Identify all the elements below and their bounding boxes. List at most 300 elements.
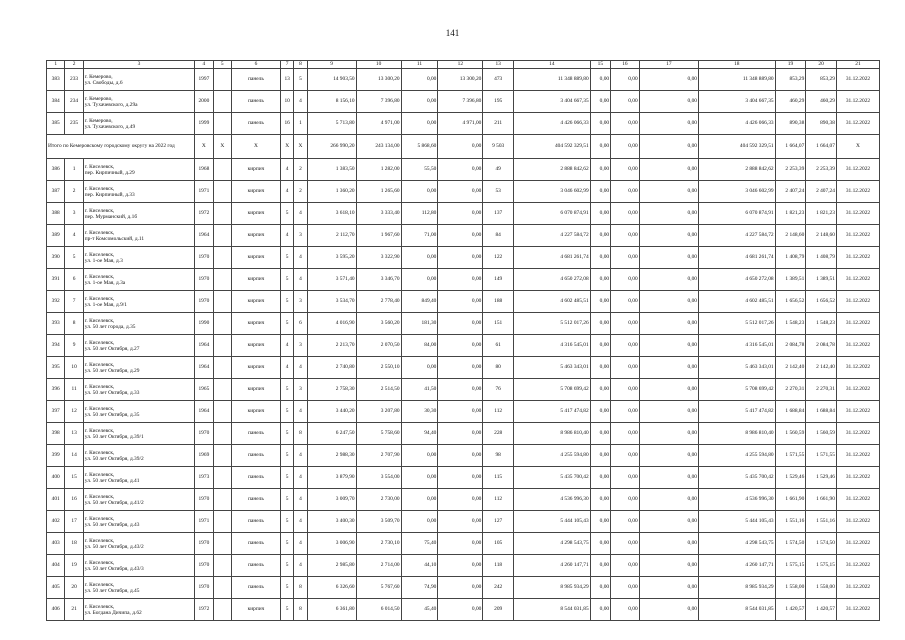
table-row xyxy=(47,401,880,423)
cell-k: 12 xyxy=(65,401,83,423)
cell-c20: 2 253,39 xyxy=(806,159,837,181)
cell-mat: кирпич xyxy=(231,225,280,247)
total-cell-c13: 9 503 xyxy=(483,135,514,159)
cell-c12: 4 971,00 xyxy=(438,113,483,135)
table-row xyxy=(47,577,880,599)
cell-year: 1972 xyxy=(195,203,213,225)
cell-c16: 0,00 xyxy=(611,467,640,489)
cell-c19: 1 571,55 xyxy=(775,445,806,467)
cell-c5 xyxy=(213,533,231,555)
column-number-4: 4 xyxy=(195,61,213,69)
cell-c10: 2 730,00 xyxy=(356,489,401,511)
cell-mat: кирпич xyxy=(231,379,280,401)
cell-c17: 0,00 xyxy=(639,225,698,247)
cell-c17: 0,00 xyxy=(639,313,698,335)
cell-n: 393 xyxy=(47,313,65,335)
cell-mat: панель xyxy=(231,555,280,577)
cell-c15: 0,00 xyxy=(590,533,610,555)
total-cell-c7: X xyxy=(281,135,294,159)
cell-c18: 4 681 261,74 xyxy=(698,247,775,269)
cell-c12: 0,00 xyxy=(438,511,483,533)
cell-c12: 0,00 xyxy=(438,423,483,445)
cell-fl: 5 xyxy=(281,291,294,313)
table-row xyxy=(47,269,880,291)
cell-c13: 149 xyxy=(483,269,514,291)
cell-area: 3 440,20 xyxy=(307,401,356,423)
cell-c20: 2 142,40 xyxy=(806,357,837,379)
cell-n: 383 xyxy=(47,69,65,91)
cell-year: 1973 xyxy=(195,467,213,489)
cell-year: 1972 xyxy=(195,599,213,621)
column-number-9: 9 xyxy=(307,61,356,69)
cell-c5 xyxy=(213,357,231,379)
total-cell-c12: 0,00 xyxy=(438,135,483,159)
cell-c20: 2 270,31 xyxy=(806,379,837,401)
total-cell-c10: 243 134,00 xyxy=(356,135,401,159)
cell-c16: 0,00 xyxy=(611,269,640,291)
cell-mat: панель xyxy=(231,91,280,113)
cell-date: 31.12.2022 xyxy=(836,313,879,335)
column-number-3: 3 xyxy=(83,61,194,69)
total-cell-area: 266 990,20 xyxy=(307,135,356,159)
column-number-header xyxy=(47,61,880,69)
cell-c12: 0,00 xyxy=(438,181,483,203)
cell-fl: 16 xyxy=(281,113,294,135)
cell-c18: 8 985 934,29 xyxy=(698,577,775,599)
cell-c11: 181,30 xyxy=(401,313,438,335)
cell-c13: 195 xyxy=(483,91,514,113)
table-row xyxy=(47,511,880,533)
cell-area: 2 985,80 xyxy=(307,555,356,577)
cell-c16: 0,00 xyxy=(611,69,640,91)
cell-c10: 4 971,00 xyxy=(356,113,401,135)
cell-year: 1970 xyxy=(195,291,213,313)
cell-c12: 13 300,20 xyxy=(438,69,483,91)
cell-k: 1 xyxy=(65,159,83,181)
cell-c13: 188 xyxy=(483,291,514,313)
cell-ent: 4 xyxy=(294,401,307,423)
cell-c10: 3 207,80 xyxy=(356,401,401,423)
cell-c5 xyxy=(213,511,231,533)
cell-c18: 6 070 874,91 xyxy=(698,203,775,225)
address-line: ул. Тухачевского, д.49 xyxy=(84,123,136,130)
total-cell-cost: 404 592 329,51 xyxy=(514,135,591,159)
cell-c17: 0,00 xyxy=(639,423,698,445)
cell-year: 1970 xyxy=(195,555,213,577)
address-line: ул. 50 лет Октября, д.29 xyxy=(84,367,140,374)
address-line: г. Киселевск, xyxy=(84,361,115,368)
cell-mat: панель xyxy=(231,113,280,135)
cell-k: 20 xyxy=(65,577,83,599)
cell-area: 3 879,90 xyxy=(307,467,356,489)
cell-c12: 0,00 xyxy=(438,533,483,555)
cell-c10: 7 396,80 xyxy=(356,91,401,113)
address-cell xyxy=(83,599,194,621)
cell-c18: 4 650 272,08 xyxy=(698,269,775,291)
address-line: ул. 50 лет Октября, д.41 xyxy=(84,477,140,484)
cell-c10: 1 967,60 xyxy=(356,225,401,247)
cell-k: 13 xyxy=(65,423,83,445)
cell-date: 31.12.2022 xyxy=(836,467,879,489)
cell-fl: 5 xyxy=(281,599,294,621)
total-cell-c8: X xyxy=(294,135,307,159)
cell-c18: 5 463 343,01 xyxy=(698,357,775,379)
cell-c20: 1 571,55 xyxy=(806,445,837,467)
table-row xyxy=(47,247,880,269)
cell-c13: 112 xyxy=(483,489,514,511)
cell-c12: 0,00 xyxy=(438,467,483,489)
cell-c11: 849,40 xyxy=(401,291,438,313)
cell-n: 399 xyxy=(47,445,65,467)
cell-c11: 71,00 xyxy=(401,225,438,247)
address-cell xyxy=(83,203,194,225)
cell-c18: 4 602 485,51 xyxy=(698,291,775,313)
cell-c16: 0,00 xyxy=(611,313,640,335)
cell-date: 31.12.2022 xyxy=(836,599,879,621)
cell-c17: 0,00 xyxy=(639,555,698,577)
cell-c20: 2 084,78 xyxy=(806,335,837,357)
cell-c18: 4 536 996,30 xyxy=(698,489,775,511)
column-number-19: 19 xyxy=(775,61,806,69)
cell-c12: 0,00 xyxy=(438,577,483,599)
address-line: ул. 50 лет Октября, д.33 xyxy=(84,389,140,396)
cell-c5 xyxy=(213,247,231,269)
address-line: ул. Тухачевского, д.29а xyxy=(84,101,138,108)
cell-c19: 2 148,60 xyxy=(775,225,806,247)
cell-n: 405 xyxy=(47,577,65,599)
column-number-16: 16 xyxy=(611,61,640,69)
cell-ent: 3 xyxy=(294,379,307,401)
cell-c20: 1 389,51 xyxy=(806,269,837,291)
address-cell xyxy=(83,401,194,423)
cell-ent: 4 xyxy=(294,445,307,467)
cell-c16: 0,00 xyxy=(611,489,640,511)
cell-year: 1964 xyxy=(195,225,213,247)
cell-c13: 112 xyxy=(483,401,514,423)
cell-mat: панель xyxy=(231,533,280,555)
cell-cost: 5 417 474,82 xyxy=(514,401,591,423)
cell-c13: 228 xyxy=(483,423,514,445)
cell-c11: 55,50 xyxy=(401,159,438,181)
cell-c20: 1 551,16 xyxy=(806,511,837,533)
total-cell-c19: 1 664,07 xyxy=(775,135,806,159)
cell-c13: 137 xyxy=(483,203,514,225)
cell-c12: 0,00 xyxy=(438,335,483,357)
cell-c20: 2 407,24 xyxy=(806,181,837,203)
cell-year: 1970 xyxy=(195,489,213,511)
cell-ent: 4 xyxy=(294,269,307,291)
cell-c10: 6 014,50 xyxy=(356,599,401,621)
cell-c16: 0,00 xyxy=(611,357,640,379)
cell-c5 xyxy=(213,91,231,113)
cell-date: 31.12.2022 xyxy=(836,577,879,599)
cell-c15: 0,00 xyxy=(590,159,610,181)
cell-fl: 5 xyxy=(281,269,294,291)
address-line: г. Киселевск, xyxy=(84,427,115,434)
cell-year: 1969 xyxy=(195,445,213,467)
cell-c20: 1 420,57 xyxy=(806,599,837,621)
cell-ent: 4 xyxy=(294,467,307,489)
cell-c17: 0,00 xyxy=(639,511,698,533)
cell-c10: 2 550,10 xyxy=(356,357,401,379)
cell-mat: панель xyxy=(231,489,280,511)
cell-mat: кирпич xyxy=(231,335,280,357)
cell-c17: 0,00 xyxy=(639,291,698,313)
cell-c11: 112,80 xyxy=(401,203,438,225)
cell-c10: 3 509,70 xyxy=(356,511,401,533)
cell-date: 31.12.2022 xyxy=(836,357,879,379)
cell-k: 10 xyxy=(65,357,83,379)
cell-ent: 6 xyxy=(294,313,307,335)
cell-year: 1970 xyxy=(195,423,213,445)
cell-c5 xyxy=(213,203,231,225)
table-row xyxy=(47,489,880,511)
cell-c15: 0,00 xyxy=(590,203,610,225)
address-line: ул. 50 лет Октября, д.43/3 xyxy=(84,565,144,572)
cell-c17: 0,00 xyxy=(639,467,698,489)
address-line: ул. 50 лет Октября, д.43/2 xyxy=(84,543,144,550)
cell-c10: 3 322,90 xyxy=(356,247,401,269)
cell-ent: 4 xyxy=(294,247,307,269)
cell-mat: кирпич xyxy=(231,203,280,225)
cell-c5 xyxy=(213,423,231,445)
table-row xyxy=(47,225,880,247)
cell-c18: 2 888 842,62 xyxy=(698,159,775,181)
cell-area: 3 400,30 xyxy=(307,511,356,533)
cell-c19: 1 408,79 xyxy=(775,247,806,269)
total-cell-c16: 0,00 xyxy=(611,135,640,159)
cell-c18: 4 426 066,33 xyxy=(698,113,775,135)
cell-ent: 4 xyxy=(294,555,307,577)
cell-fl: 4 xyxy=(281,357,294,379)
cell-k: 233 xyxy=(65,69,83,91)
cell-area: 1 360,20 xyxy=(307,181,356,203)
address-line: ул. 1-ое Мая, д.3а xyxy=(84,279,126,286)
cell-date: 31.12.2022 xyxy=(836,203,879,225)
cell-c18: 4 227 584,72 xyxy=(698,225,775,247)
address-line: г. Киселевск, xyxy=(84,493,115,500)
cell-mat: кирпич xyxy=(231,599,280,621)
total-cell-c5: X xyxy=(213,135,231,159)
table-row xyxy=(47,181,880,203)
cell-n: 386 xyxy=(47,159,65,181)
cell-c15: 0,00 xyxy=(590,357,610,379)
cell-c16: 0,00 xyxy=(611,225,640,247)
cell-ent: 8 xyxy=(294,577,307,599)
cell-area: 2 740,80 xyxy=(307,357,356,379)
cell-n: 395 xyxy=(47,357,65,379)
cell-year: 1965 xyxy=(195,379,213,401)
cell-c11: 0,00 xyxy=(401,511,438,533)
cell-cost: 4 227 584,72 xyxy=(514,225,591,247)
cell-c15: 0,00 xyxy=(590,489,610,511)
cell-c13: 473 xyxy=(483,69,514,91)
cell-fl: 5 xyxy=(281,555,294,577)
cell-n: 398 xyxy=(47,423,65,445)
address-cell xyxy=(83,357,194,379)
cell-c20: 1 575,15 xyxy=(806,555,837,577)
address-line: пер. Кирпичный, д.33 xyxy=(84,191,135,198)
address-line: г. Кемерово, xyxy=(84,73,113,80)
address-line: г. Киселевск, xyxy=(84,581,115,588)
cell-c10: 2 714,00 xyxy=(356,555,401,577)
cell-mat: кирпич xyxy=(231,357,280,379)
cell-ent: 4 xyxy=(294,511,307,533)
cell-cost: 5 708 699,42 xyxy=(514,379,591,401)
cell-c15: 0,00 xyxy=(590,445,610,467)
cell-cost: 4 298 543,75 xyxy=(514,533,591,555)
cell-c19: 2 407,24 xyxy=(775,181,806,203)
cell-c15: 0,00 xyxy=(590,291,610,313)
address-line: г. Киселевск, xyxy=(84,559,115,566)
cell-year: 1970 xyxy=(195,533,213,555)
cell-c5 xyxy=(213,69,231,91)
cell-c13: 127 xyxy=(483,511,514,533)
cell-c20: 1 688,84 xyxy=(806,401,837,423)
column-number-14: 14 xyxy=(514,61,591,69)
cell-c10: 3 560,20 xyxy=(356,313,401,335)
cell-cost: 2 888 842,62 xyxy=(514,159,591,181)
cell-c17: 0,00 xyxy=(639,357,698,379)
cell-c5 xyxy=(213,577,231,599)
cell-c11: 84,00 xyxy=(401,335,438,357)
address-cell xyxy=(83,489,194,511)
address-line: г. Киселевск, xyxy=(84,603,115,610)
cell-c16: 0,00 xyxy=(611,599,640,621)
cell-fl: 5 xyxy=(281,445,294,467)
cell-c10: 5 767,60 xyxy=(356,577,401,599)
cell-c19: 1 389,51 xyxy=(775,269,806,291)
cell-c19: 890,38 xyxy=(775,113,806,135)
cell-n: 396 xyxy=(47,379,65,401)
cell-area: 6 247,50 xyxy=(307,423,356,445)
cell-k: 9 xyxy=(65,335,83,357)
cell-c17: 0,00 xyxy=(639,335,698,357)
cell-c19: 2 270,31 xyxy=(775,379,806,401)
address-line: ул. 50 лет Октября, д.35 xyxy=(84,411,140,418)
total-cell-c18: 404 592 329,51 xyxy=(698,135,775,159)
cell-c15: 0,00 xyxy=(590,269,610,291)
cell-c20: 853,29 xyxy=(806,69,837,91)
cell-c5 xyxy=(213,225,231,247)
cell-c11: 74,90 xyxy=(401,577,438,599)
table-row xyxy=(47,533,880,555)
table-row xyxy=(47,445,880,467)
table-row xyxy=(47,555,880,577)
cell-c17: 0,00 xyxy=(639,599,698,621)
cell-c11: 75,40 xyxy=(401,533,438,555)
cell-n: 387 xyxy=(47,181,65,203)
cell-c12: 0,00 xyxy=(438,489,483,511)
address-line: г. Киселевск, xyxy=(84,449,115,456)
cell-cost: 4 316 545,01 xyxy=(514,335,591,357)
address-line: ул. 50 лет Октября, д.39/2 xyxy=(84,455,144,462)
cell-c15: 0,00 xyxy=(590,69,610,91)
cell-fl: 5 xyxy=(281,511,294,533)
cell-date: 31.12.2022 xyxy=(836,511,879,533)
cell-c11: 0,00 xyxy=(401,445,438,467)
cell-year: 1970 xyxy=(195,247,213,269)
cell-area: 6 326,60 xyxy=(307,577,356,599)
cell-k: 15 xyxy=(65,467,83,489)
cell-c12: 0,00 xyxy=(438,203,483,225)
total-cell-c4: X xyxy=(195,135,213,159)
cell-area: 3 618,10 xyxy=(307,203,356,225)
cell-c15: 0,00 xyxy=(590,577,610,599)
table-row xyxy=(47,467,880,489)
cell-date: 31.12.2022 xyxy=(836,423,879,445)
cell-c16: 0,00 xyxy=(611,203,640,225)
address-cell xyxy=(83,335,194,357)
cell-c12: 0,00 xyxy=(438,313,483,335)
cell-c17: 0,00 xyxy=(639,445,698,467)
cell-c5 xyxy=(213,335,231,357)
cell-k: 14 xyxy=(65,445,83,467)
cell-c5 xyxy=(213,159,231,181)
table-row xyxy=(47,313,880,335)
address-line: ул. 50 лет Октября, д.45 xyxy=(84,587,140,594)
cell-c17: 0,00 xyxy=(639,489,698,511)
cell-k: 8 xyxy=(65,313,83,335)
column-number-7: 7 xyxy=(281,61,294,69)
cell-mat: кирпич xyxy=(231,313,280,335)
cell-c13: 49 xyxy=(483,159,514,181)
cell-area: 2 758,30 xyxy=(307,379,356,401)
cell-c15: 0,00 xyxy=(590,225,610,247)
total-label: Итого по Кемеровскому городскому округу на 2022 год xyxy=(47,135,195,159)
cell-c15: 0,00 xyxy=(590,313,610,335)
cell-c5 xyxy=(213,401,231,423)
cell-k: 19 xyxy=(65,555,83,577)
cell-date: 31.12.2022 xyxy=(836,113,879,135)
cell-ent: 4 xyxy=(294,489,307,511)
cell-k: 18 xyxy=(65,533,83,555)
cell-c20: 1 408,79 xyxy=(806,247,837,269)
cell-c5 xyxy=(213,467,231,489)
cell-c19: 1 574,50 xyxy=(775,533,806,555)
cell-c18: 3 046 602,99 xyxy=(698,181,775,203)
cell-c11: 0,00 xyxy=(401,269,438,291)
cell-c17: 0,00 xyxy=(639,159,698,181)
cell-c5 xyxy=(213,379,231,401)
total-cell-c6: X xyxy=(231,135,280,159)
cell-date: 31.12.2022 xyxy=(836,335,879,357)
cell-mat: панель xyxy=(231,69,280,91)
cell-fl: 4 xyxy=(281,159,294,181)
cell-n: 391 xyxy=(47,269,65,291)
cell-fl: 5 xyxy=(281,203,294,225)
column-number-6: 6 xyxy=(231,61,280,69)
cell-c18: 11 348 889,80 xyxy=(698,69,775,91)
total-cell-date: X xyxy=(836,135,879,159)
cell-ent: 4 xyxy=(294,533,307,555)
cell-c13: 118 xyxy=(483,555,514,577)
cell-c19: 1 420,57 xyxy=(775,599,806,621)
cell-ent: 4 xyxy=(294,203,307,225)
cell-mat: кирпич xyxy=(231,159,280,181)
cell-c13: 61 xyxy=(483,335,514,357)
cell-cost: 8 986 810,40 xyxy=(514,423,591,445)
cell-cost: 4 602 485,51 xyxy=(514,291,591,313)
cell-date: 31.12.2022 xyxy=(836,159,879,181)
cell-fl: 5 xyxy=(281,489,294,511)
cell-c20: 1 558,00 xyxy=(806,577,837,599)
cell-c13: 151 xyxy=(483,313,514,335)
cell-fl: 5 xyxy=(281,577,294,599)
cell-mat: панель xyxy=(231,423,280,445)
cell-n: 390 xyxy=(47,247,65,269)
cell-fl: 4 xyxy=(281,335,294,357)
